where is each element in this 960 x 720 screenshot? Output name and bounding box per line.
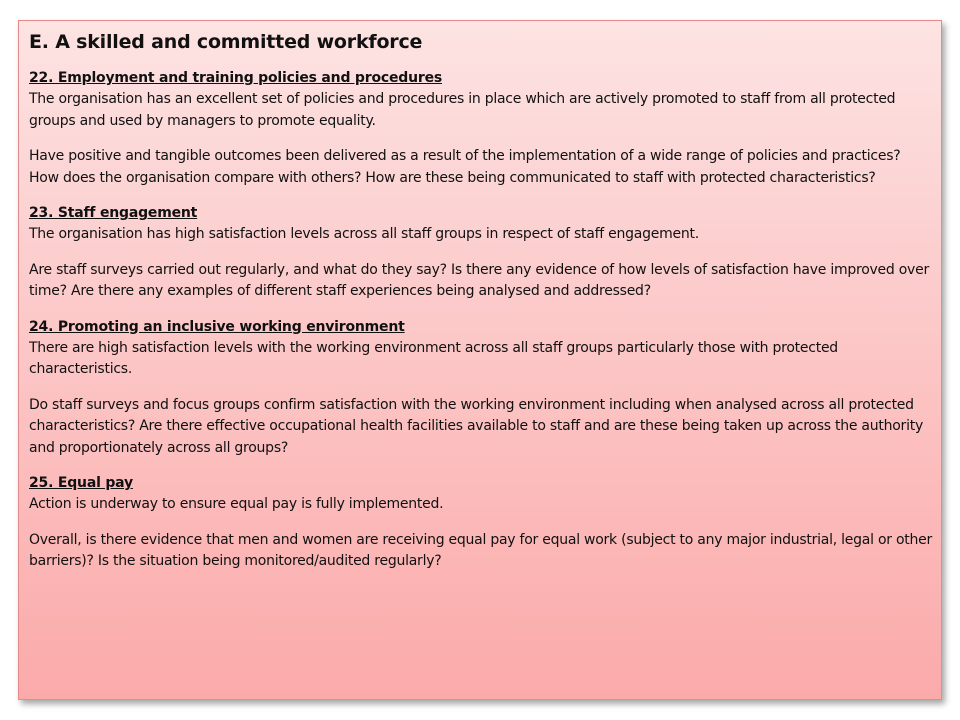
section-statement: There are high satisfaction levels with the working environment across all staff groups particularly those with protected characteristics. [29, 339, 838, 377]
section-statement: The organisation has high satisfaction levels across all staff groups in respect of staff engagement. [29, 226, 699, 242]
section-staff-engagement [29, 203, 933, 303]
section-questions: Have positive and tangible outcomes been delivered as a result of the implementation of a wide range of policies and practices? How does the organisation compare with others? How are these being communicated to staff with protected characteristics? [29, 148, 901, 186]
panel-title: E. A skilled and committed workforce [29, 31, 423, 53]
section-inclusive-environment [29, 317, 933, 460]
section-employment-training [29, 68, 933, 189]
section-questions: Do staff surveys and focus groups confirm satisfaction with the working environment including when analysed across all protected characteristics? Are there effective occupational health facilities available to staff and are these being taken up across the authority and proportionately across all groups? [29, 396, 923, 456]
section-heading: 22. Employment and training policies and procedures [29, 70, 442, 86]
section-heading: 23. Staff engagement [29, 205, 198, 221]
content-panel [18, 20, 942, 700]
section-heading: 25. Equal pay [29, 475, 133, 491]
section-questions: Are staff surveys carried out regularly, and what do they say? Is there any evidence of how levels of satisfaction have improved over time? Are there any examples of different staff experiences being analysed and addressed? [29, 261, 929, 299]
section-statement: The organisation has an excellent set of policies and procedures in place which are actively promoted to staff from all protected groups and used by managers to promote equality. [29, 91, 896, 129]
section-statement: Action is underway to ensure equal pay is fully implemented. [29, 496, 444, 512]
section-questions: Overall, is there evidence that men and women are receiving equal pay for equal work (subject to any major industrial, legal or other barriers)? Is the situation being monitored/audited regularly? [29, 531, 933, 569]
section-heading: 24. Promoting an inclusive working environment [29, 318, 405, 335]
section-equal-pay [29, 473, 933, 573]
